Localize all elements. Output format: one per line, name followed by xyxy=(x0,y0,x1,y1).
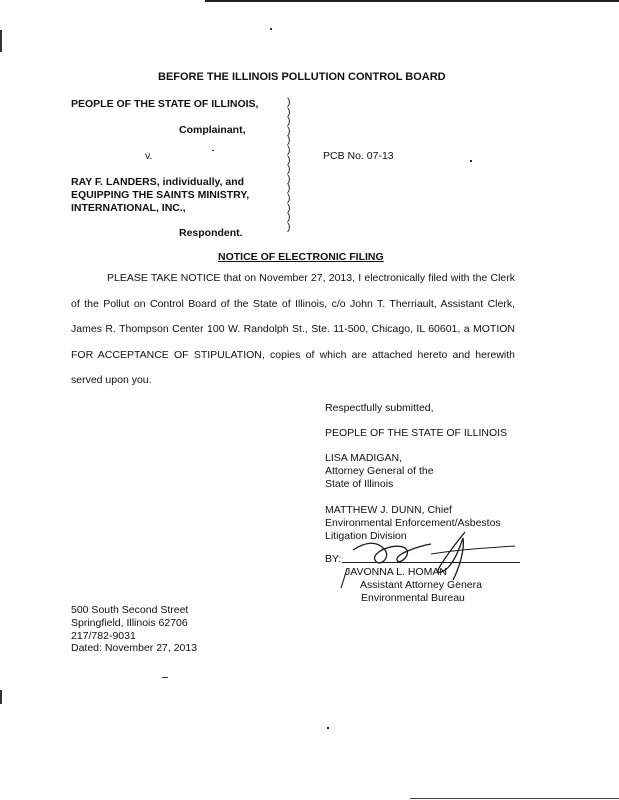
scan-speck xyxy=(470,160,472,162)
by-label: BY: xyxy=(325,553,342,565)
signer-name: JAVONNA L. HOMAN xyxy=(345,566,447,578)
chief-name: MATTHEW J. DUNN, Chief xyxy=(325,504,452,516)
scan-top-border xyxy=(205,0,619,2)
chief-division: Environmental Enforcement/Asbestos xyxy=(325,517,501,529)
scan-left-mark xyxy=(0,30,2,52)
attorney-general-state: State of Illinois xyxy=(325,478,394,490)
scan-speck xyxy=(327,727,329,729)
complainant-party: PEOPLE OF THE STATE OF ILLINOIS, xyxy=(71,98,259,110)
scan-bottom-border xyxy=(410,798,619,799)
address-city: Springfield, Illinois 62706 xyxy=(71,617,188,629)
complainant-role: Complainant, xyxy=(179,124,246,136)
signer-title: Assistant Attorney Genera xyxy=(360,579,482,591)
respondent-role: Respondent. xyxy=(179,227,243,239)
chief-division-cont: Litigation Division xyxy=(325,530,407,542)
signer-bureau: Environmental Bureau xyxy=(361,592,465,604)
party-name: PEOPLE OF THE STATE OF ILLINOIS xyxy=(325,427,508,439)
scan-speck xyxy=(212,150,214,151)
address-street: 500 South Second Street xyxy=(71,604,189,616)
attorney-general-name: LISA MADIGAN, xyxy=(325,452,403,464)
versus-label: v. xyxy=(145,150,153,162)
case-number: PCB No. 07-13 xyxy=(323,150,394,162)
scan-left-mark-lower xyxy=(0,690,2,704)
closing: Respectfully submitted, xyxy=(325,402,434,414)
scan-speck xyxy=(162,677,168,678)
document-heading: BEFORE THE ILLINOIS POLLUTION CONTROL BOARD xyxy=(158,71,446,83)
address-dated: Dated: November 27, 2013 xyxy=(71,642,198,654)
respondent-line: INTERNATIONAL, INC., xyxy=(71,202,186,214)
scan-speck xyxy=(270,28,272,30)
notice-body xyxy=(71,266,515,394)
respondent-parties xyxy=(71,176,249,215)
respondent-line: EQUIPPING THE SAINTS MINISTRY, xyxy=(71,189,250,201)
address-phone: 217/782-9031 xyxy=(71,630,136,642)
respondent-line: RAY F. LANDERS, individually, and xyxy=(71,176,245,188)
notice-body-text: PLEASE TAKE NOTICE that on November 27, 2013, I electronically filed with the Clerk of the Pollut on Control Board of the State of Illinois, c/o John T. Therriault, Assistant Clerk, James R. Thompson Center 100 W. Randolph St., Ste. 11-500, Chicago, IL 60601, a MOTION FOR ACCEPTANCE OF STIPULATION, copies of which are attached hereto and herewith served upon you. xyxy=(71,272,515,387)
caption-parentheses: ) ) ) ) ) ) ) ) ) ) ) ) ) ) xyxy=(287,96,291,233)
attorney-general-title: Attorney General of the xyxy=(325,465,434,477)
notice-title: NOTICE OF ELECTRONIC FILING xyxy=(218,251,384,263)
